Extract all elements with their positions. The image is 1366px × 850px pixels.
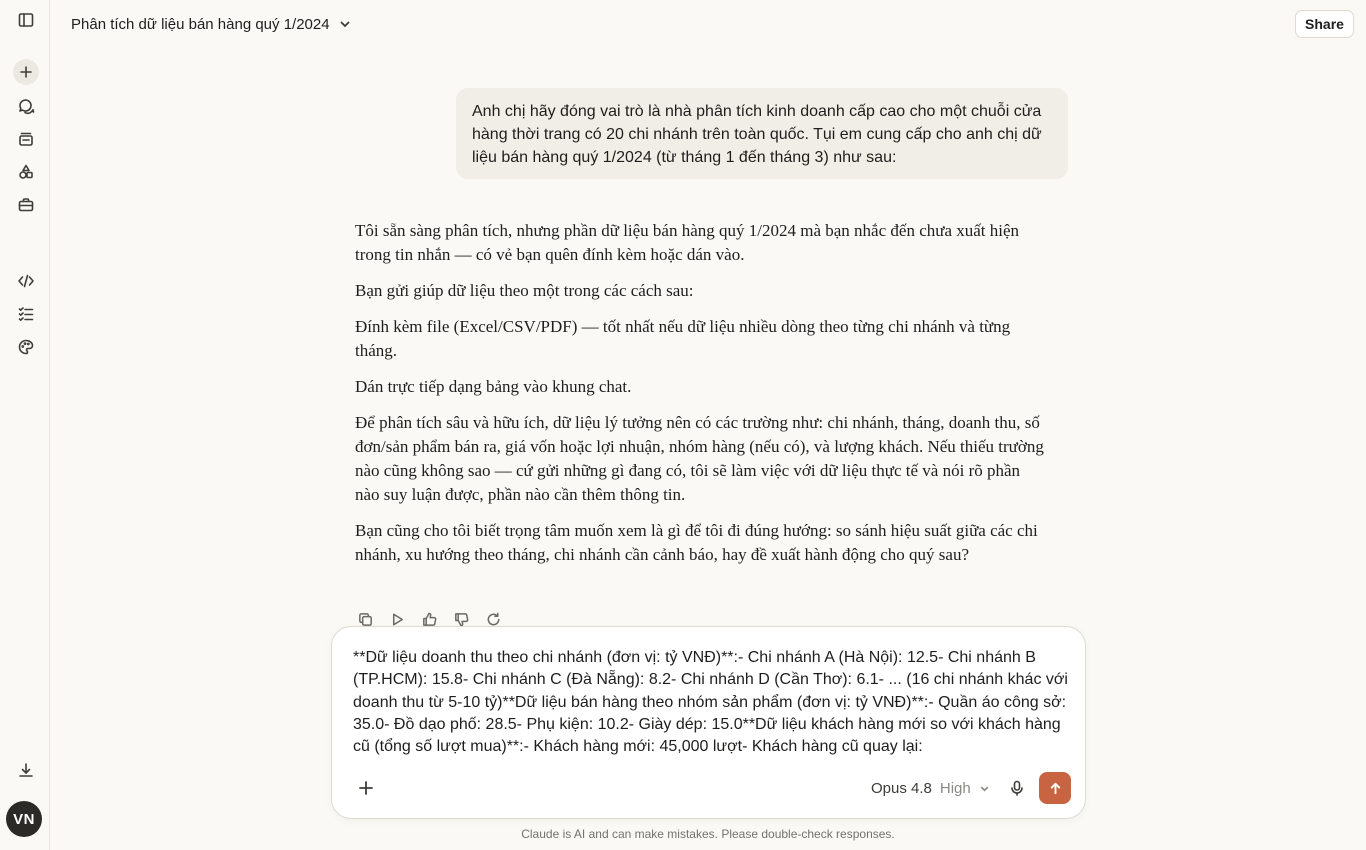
chevron-down-icon (338, 17, 352, 31)
assistant-paragraph: Dán trực tiếp dạng bảng vào khung chat. (355, 377, 632, 396)
disclaimer: Claude is AI and can make mistakes. Please double-check responses. (521, 827, 895, 841)
user-message: Anh chị hãy đóng vai trò là nhà phân tích kinh doanh cấp cao cho một chuỗi cửa hàng thời trang có 20 chi nhánh trên toàn quốc. Tụi em cung cấp cho anh chị dữ liệu bán hàng quý 1/2024 (từ tháng 1 đến tháng 3) như sau: (456, 88, 1068, 179)
model-name: Opus 4.8 (871, 779, 932, 797)
chat-title-dropdown[interactable] (71, 14, 352, 34)
briefcase-icon[interactable] (13, 192, 39, 218)
plus-icon (357, 779, 375, 797)
assistant-paragraph: Để phân tích sâu và hữu ích, dữ liệu lý tưởng nên có các trường như: chi nhánh, tháng, doanh thu, số đơn/sản phẩm bán ra, giá vốn hoặc lợi nhuận, nhóm hàng (nếu có), và lượng khách. Nếu thiếu trường nào cũng không sao — cứ gửi những gì đang có, tôi sẽ làm việc với dữ liệu thực tế và nói rõ phần nào suy luận được, phần nào cần thêm thông tin. (355, 413, 1044, 504)
projects-icon[interactable] (13, 126, 39, 152)
microphone-button[interactable] (1004, 775, 1030, 801)
assistant-paragraph: Đính kèm file (Excel/CSV/PDF) — tốt nhất nếu dữ liệu nhiều dòng theo từng chi nhánh và từng tháng. (355, 317, 1011, 360)
avatar[interactable]: VN (6, 801, 42, 837)
model-selector[interactable] (871, 777, 990, 799)
send-button[interactable] (1039, 772, 1071, 804)
page-title: Phân tích dữ liệu bán hàng quý 1/2024 (71, 15, 330, 33)
share-button[interactable]: Share (1295, 10, 1354, 38)
palette-icon[interactable] (13, 334, 39, 360)
chevron-down-icon (979, 783, 990, 794)
arrow-up-icon (1048, 781, 1063, 796)
tasks-icon[interactable] (13, 301, 39, 327)
download-icon[interactable] (13, 757, 39, 783)
artifacts-icon[interactable] (13, 159, 39, 185)
add-attachment-button[interactable] (353, 775, 379, 801)
sidebar (0, 0, 50, 850)
composer (331, 626, 1086, 819)
chats-icon[interactable] (13, 93, 39, 119)
new-chat-button[interactable] (13, 59, 39, 85)
assistant-paragraph: Bạn cũng cho tôi biết trọng tâm muốn xem là gì để tôi đi đúng hướng: so sánh hiệu suất giữa các chi nhánh, xu hướng theo tháng, chi nhánh cần cảnh báo, hay đề xuất hành động cho quý sau? (355, 521, 1038, 564)
code-icon[interactable] (13, 268, 39, 294)
microphone-icon (1008, 779, 1026, 797)
assistant-paragraph: Tôi sẵn sàng phân tích, nhưng phần dữ liệu bán hàng quý 1/2024 mà bạn nhắc đến chưa xuất hiện trong tin nhắn — có vẻ bạn quên đính kèm hoặc dán vào. (355, 221, 1020, 264)
effort-level: High (939, 779, 971, 797)
assistant-response (355, 219, 1045, 579)
message-input[interactable]: **Dữ liệu doanh thu theo chi nhánh (đơn vị: tỷ VNĐ)**:- Chi nhánh A (Hà Nội): 12.5- Chi nhánh B (TP.HCM): 15.8- Chi nhánh C (Đà Nẵng): 8.2- Chi nhánh D (Cần Thơ): 6.1- ... (16 chi nhánh khác với doanh thu từ 5-10 tỷ)**Dữ liệu bán hàng theo nhóm sản phẩm (đơn vị: tỷ VNĐ)**:- Quần áo công sở: 35.0- Đồ dạo phố: 28.5- Phụ kiện: 10.2- Giày dép: 15.0**Dữ liệu khách hàng mới so với khách hàng cũ (tổng số lượt mua)**:- Khách hàng mới: 45,000 lượt- Khách hàng cũ quay lại: (353, 649, 1068, 756)
assistant-paragraph: Bạn gửi giúp dữ liệu theo một trong các cách sau: (355, 281, 694, 300)
plus-icon (17, 63, 35, 81)
sidebar-toggle-icon[interactable] (13, 7, 39, 33)
